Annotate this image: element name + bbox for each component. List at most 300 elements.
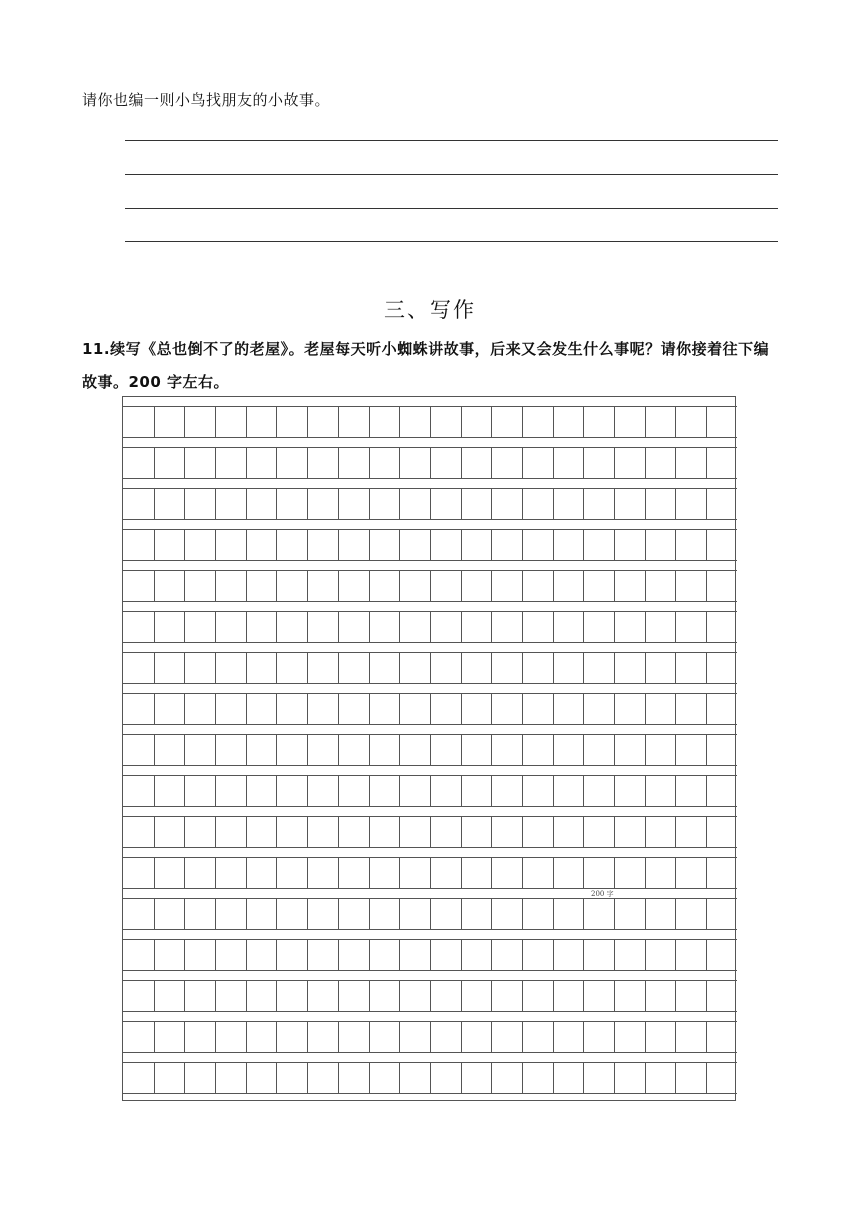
grid-cell[interactable] [706, 571, 737, 601]
grid-cell[interactable] [491, 940, 522, 970]
grid-cell[interactable] [215, 530, 246, 560]
grid-cell[interactable] [307, 1022, 338, 1052]
grid-cell[interactable] [154, 940, 185, 970]
grid-cell[interactable] [614, 571, 645, 601]
grid-cell[interactable] [399, 407, 430, 437]
grid-cell[interactable] [307, 530, 338, 560]
grid-cell[interactable] [553, 899, 584, 929]
grid-cell[interactable] [369, 653, 400, 683]
grid-cell[interactable] [369, 612, 400, 642]
grid-cell[interactable] [491, 1022, 522, 1052]
grid-cell[interactable] [246, 489, 277, 519]
grid-cell[interactable] [369, 489, 400, 519]
grid-cell[interactable] [184, 858, 215, 888]
grid-cell[interactable] [184, 694, 215, 724]
grid-cell[interactable] [675, 776, 706, 806]
grid-cell[interactable] [461, 981, 492, 1011]
grid-cell[interactable] [399, 612, 430, 642]
grid-cell[interactable] [369, 858, 400, 888]
grid-cell[interactable] [369, 981, 400, 1011]
grid-cell[interactable] [583, 858, 614, 888]
grid-cell[interactable] [338, 407, 369, 437]
grid-cell[interactable] [706, 981, 737, 1011]
grid-cell[interactable] [276, 899, 307, 929]
grid-cell[interactable] [614, 612, 645, 642]
grid-cell[interactable] [491, 612, 522, 642]
grid-cell[interactable] [246, 571, 277, 601]
grid-cell[interactable] [338, 776, 369, 806]
grid-cell[interactable] [276, 1022, 307, 1052]
grid-cell[interactable] [307, 940, 338, 970]
grid-cell[interactable] [675, 735, 706, 765]
grid-cell[interactable] [553, 407, 584, 437]
grid-cell[interactable] [522, 858, 553, 888]
grid-cell[interactable] [276, 817, 307, 847]
grid-cell[interactable] [675, 940, 706, 970]
grid-cell[interactable] [706, 940, 737, 970]
grid-cell[interactable] [553, 489, 584, 519]
grid-cell[interactable] [583, 489, 614, 519]
grid-cell[interactable] [215, 489, 246, 519]
grid-cell[interactable] [123, 776, 154, 806]
grid-cell[interactable] [276, 612, 307, 642]
grid-cell[interactable] [706, 612, 737, 642]
grid-cell[interactable] [553, 817, 584, 847]
grid-cell[interactable] [553, 1022, 584, 1052]
grid-cell[interactable] [706, 489, 737, 519]
grid-cell[interactable] [706, 776, 737, 806]
grid-cell[interactable] [184, 1063, 215, 1093]
grid-cell[interactable] [123, 899, 154, 929]
grid-cell[interactable] [154, 735, 185, 765]
grid-cell[interactable] [369, 817, 400, 847]
grid-cell[interactable] [123, 612, 154, 642]
grid-cell[interactable] [461, 653, 492, 683]
grid-cell[interactable] [154, 407, 185, 437]
grid-cell[interactable] [645, 530, 676, 560]
grid-cell[interactable] [123, 817, 154, 847]
grid-cell[interactable] [645, 776, 676, 806]
grid-cell[interactable] [215, 694, 246, 724]
grid-cell[interactable] [430, 1063, 461, 1093]
grid-cell[interactable] [399, 1063, 430, 1093]
grid-cell[interactable] [583, 776, 614, 806]
grid-cell[interactable] [706, 448, 737, 478]
grid-cell[interactable] [246, 1063, 277, 1093]
grid-cell[interactable] [614, 407, 645, 437]
grid-cell[interactable] [184, 653, 215, 683]
grid-cell[interactable] [491, 858, 522, 888]
grid-cell[interactable] [461, 940, 492, 970]
grid-cell[interactable] [645, 407, 676, 437]
grid-cell[interactable] [307, 776, 338, 806]
grid-cell[interactable] [154, 694, 185, 724]
grid-cell[interactable] [675, 817, 706, 847]
grid-cell[interactable] [184, 448, 215, 478]
grid-cell[interactable] [184, 530, 215, 560]
grid-cell[interactable] [399, 817, 430, 847]
grid-cell[interactable] [338, 899, 369, 929]
grid-cell[interactable] [645, 448, 676, 478]
grid-cell[interactable] [246, 776, 277, 806]
grid-cell[interactable] [399, 1022, 430, 1052]
grid-cell[interactable] [246, 817, 277, 847]
grid-cell[interactable] [338, 530, 369, 560]
grid-cell[interactable] [399, 694, 430, 724]
grid-cell[interactable] [522, 694, 553, 724]
grid-cell[interactable] [399, 448, 430, 478]
grid-cell[interactable] [461, 612, 492, 642]
grid-cell[interactable] [614, 858, 645, 888]
answer-line[interactable] [125, 208, 778, 209]
grid-cell[interactable] [369, 407, 400, 437]
grid-cell[interactable] [461, 735, 492, 765]
grid-cell[interactable] [553, 858, 584, 888]
grid-cell[interactable] [491, 1063, 522, 1093]
grid-cell[interactable] [154, 653, 185, 683]
grid-cell[interactable] [246, 448, 277, 478]
grid-cell[interactable] [276, 571, 307, 601]
grid-cell[interactable] [553, 448, 584, 478]
grid-cell[interactable] [553, 530, 584, 560]
grid-cell[interactable] [522, 530, 553, 560]
grid-cell[interactable] [184, 1022, 215, 1052]
grid-cell[interactable] [675, 858, 706, 888]
grid-cell[interactable] [430, 612, 461, 642]
grid-cell[interactable] [184, 489, 215, 519]
grid-cell[interactable] [154, 858, 185, 888]
grid-cell[interactable] [614, 1063, 645, 1093]
grid-cell[interactable] [215, 858, 246, 888]
grid-cell[interactable] [123, 858, 154, 888]
grid-cell[interactable] [645, 571, 676, 601]
grid-cell[interactable] [338, 817, 369, 847]
grid-cell[interactable] [614, 776, 645, 806]
grid-cell[interactable] [246, 735, 277, 765]
grid-cell[interactable] [583, 940, 614, 970]
grid-cell[interactable] [491, 653, 522, 683]
grid-cell[interactable] [184, 571, 215, 601]
grid-cell[interactable] [614, 981, 645, 1011]
grid-cell[interactable] [184, 817, 215, 847]
grid-cell[interactable] [215, 899, 246, 929]
answer-line[interactable] [125, 174, 778, 175]
grid-cell[interactable] [123, 1063, 154, 1093]
grid-cell[interactable] [215, 735, 246, 765]
grid-cell[interactable] [399, 899, 430, 929]
grid-cell[interactable] [369, 1022, 400, 1052]
grid-cell[interactable] [369, 735, 400, 765]
grid-cell[interactable] [123, 407, 154, 437]
grid-cell[interactable] [246, 1022, 277, 1052]
grid-cell[interactable] [338, 489, 369, 519]
grid-cell[interactable] [276, 694, 307, 724]
grid-cell[interactable] [154, 817, 185, 847]
grid-cell[interactable] [614, 1022, 645, 1052]
grid-cell[interactable] [461, 1063, 492, 1093]
grid-cell[interactable] [614, 817, 645, 847]
grid-cell[interactable] [522, 1022, 553, 1052]
grid-cell[interactable] [215, 776, 246, 806]
grid-cell[interactable] [614, 694, 645, 724]
grid-cell[interactable] [522, 612, 553, 642]
grid-cell[interactable] [553, 981, 584, 1011]
grid-cell[interactable] [522, 653, 553, 683]
grid-cell[interactable] [553, 571, 584, 601]
grid-cell[interactable] [491, 530, 522, 560]
grid-cell[interactable] [706, 653, 737, 683]
grid-cell[interactable] [276, 1063, 307, 1093]
grid-cell[interactable] [184, 612, 215, 642]
grid-cell[interactable] [614, 530, 645, 560]
grid-cell[interactable] [338, 448, 369, 478]
grid-cell[interactable] [184, 899, 215, 929]
grid-cell[interactable] [246, 899, 277, 929]
grid-cell[interactable] [307, 612, 338, 642]
grid-cell[interactable] [645, 899, 676, 929]
grid-cell[interactable] [553, 1063, 584, 1093]
grid-cell[interactable] [276, 940, 307, 970]
grid-cell[interactable] [675, 981, 706, 1011]
grid-cell[interactable] [675, 653, 706, 683]
grid-cell[interactable] [246, 694, 277, 724]
grid-cell[interactable] [706, 858, 737, 888]
grid-cell[interactable] [399, 776, 430, 806]
grid-cell[interactable] [276, 981, 307, 1011]
grid-cell[interactable] [123, 571, 154, 601]
grid-cell[interactable] [307, 694, 338, 724]
grid-cell[interactable] [522, 735, 553, 765]
grid-cell[interactable] [246, 407, 277, 437]
grid-cell[interactable] [307, 899, 338, 929]
grid-cell[interactable] [215, 612, 246, 642]
grid-cell[interactable] [583, 817, 614, 847]
grid-cell[interactable] [553, 776, 584, 806]
grid-cell[interactable] [583, 448, 614, 478]
grid-cell[interactable] [675, 571, 706, 601]
grid-cell[interactable] [430, 489, 461, 519]
grid-cell[interactable] [430, 817, 461, 847]
grid-cell[interactable] [706, 1063, 737, 1093]
grid-cell[interactable] [123, 1022, 154, 1052]
grid-cell[interactable] [675, 694, 706, 724]
grid-cell[interactable] [553, 940, 584, 970]
grid-cell[interactable] [215, 940, 246, 970]
grid-cell[interactable] [645, 735, 676, 765]
grid-cell[interactable] [430, 653, 461, 683]
grid-cell[interactable] [522, 448, 553, 478]
grid-cell[interactable] [645, 1022, 676, 1052]
grid-cell[interactable] [154, 530, 185, 560]
grid-cell[interactable] [430, 899, 461, 929]
grid-cell[interactable] [246, 940, 277, 970]
grid-cell[interactable] [461, 571, 492, 601]
grid-cell[interactable] [522, 899, 553, 929]
grid-cell[interactable] [123, 694, 154, 724]
grid-cell[interactable] [123, 981, 154, 1011]
grid-cell[interactable] [246, 612, 277, 642]
grid-cell[interactable] [399, 653, 430, 683]
grid-cell[interactable] [430, 530, 461, 560]
grid-cell[interactable] [184, 735, 215, 765]
grid-cell[interactable] [675, 899, 706, 929]
grid-cell[interactable] [430, 776, 461, 806]
grid-cell[interactable] [461, 530, 492, 560]
grid-cell[interactable] [583, 612, 614, 642]
grid-cell[interactable] [645, 817, 676, 847]
grid-cell[interactable] [583, 653, 614, 683]
grid-cell[interactable] [399, 489, 430, 519]
grid-cell[interactable] [307, 858, 338, 888]
grid-cell[interactable] [491, 407, 522, 437]
grid-cell[interactable] [675, 612, 706, 642]
grid-cell[interactable] [307, 817, 338, 847]
grid-cell[interactable] [338, 694, 369, 724]
grid-cell[interactable] [430, 1022, 461, 1052]
grid-cell[interactable] [706, 1022, 737, 1052]
grid-cell[interactable] [154, 448, 185, 478]
grid-cell[interactable] [399, 530, 430, 560]
grid-cell[interactable] [553, 612, 584, 642]
grid-cell[interactable] [583, 1022, 614, 1052]
grid-cell[interactable] [614, 653, 645, 683]
grid-cell[interactable] [307, 489, 338, 519]
grid-cell[interactable] [706, 407, 737, 437]
grid-cell[interactable] [399, 981, 430, 1011]
grid-cell[interactable] [645, 1063, 676, 1093]
grid-cell[interactable] [461, 489, 492, 519]
grid-cell[interactable] [369, 571, 400, 601]
grid-cell[interactable] [645, 981, 676, 1011]
grid-cell[interactable] [338, 1063, 369, 1093]
grid-cell[interactable] [276, 735, 307, 765]
grid-cell[interactable] [154, 571, 185, 601]
grid-cell[interactable] [338, 653, 369, 683]
grid-cell[interactable] [461, 407, 492, 437]
grid-cell[interactable] [215, 407, 246, 437]
grid-cell[interactable] [307, 735, 338, 765]
grid-cell[interactable] [461, 694, 492, 724]
grid-cell[interactable] [583, 981, 614, 1011]
grid-cell[interactable] [184, 407, 215, 437]
grid-cell[interactable] [154, 612, 185, 642]
grid-cell[interactable] [246, 530, 277, 560]
grid-cell[interactable] [184, 776, 215, 806]
grid-cell[interactable] [491, 817, 522, 847]
grid-cell[interactable] [369, 448, 400, 478]
grid-cell[interactable] [491, 735, 522, 765]
grid-cell[interactable] [614, 448, 645, 478]
grid-cell[interactable] [276, 489, 307, 519]
grid-cell[interactable] [614, 899, 645, 929]
grid-cell[interactable] [461, 448, 492, 478]
grid-cell[interactable] [522, 571, 553, 601]
grid-cell[interactable] [123, 448, 154, 478]
answer-line[interactable] [125, 140, 778, 141]
grid-cell[interactable] [369, 530, 400, 560]
grid-cell[interactable] [553, 653, 584, 683]
grid-cell[interactable] [645, 858, 676, 888]
grid-cell[interactable] [522, 776, 553, 806]
grid-cell[interactable] [215, 571, 246, 601]
grid-cell[interactable] [583, 735, 614, 765]
grid-cell[interactable] [522, 1063, 553, 1093]
grid-cell[interactable] [461, 817, 492, 847]
grid-cell[interactable] [706, 694, 737, 724]
grid-cell[interactable] [276, 530, 307, 560]
answer-line[interactable] [125, 241, 778, 242]
grid-cell[interactable] [614, 735, 645, 765]
grid-cell[interactable] [491, 448, 522, 478]
grid-cell[interactable] [399, 940, 430, 970]
grid-cell[interactable] [338, 571, 369, 601]
grid-cell[interactable] [645, 653, 676, 683]
grid-cell[interactable] [583, 571, 614, 601]
grid-cell[interactable] [154, 1022, 185, 1052]
grid-cell[interactable] [583, 694, 614, 724]
grid-cell[interactable] [307, 981, 338, 1011]
grid-cell[interactable] [154, 899, 185, 929]
grid-cell[interactable] [338, 1022, 369, 1052]
grid-cell[interactable] [430, 940, 461, 970]
grid-cell[interactable] [215, 653, 246, 683]
grid-cell[interactable] [645, 940, 676, 970]
grid-cell[interactable] [553, 694, 584, 724]
grid-cell[interactable] [399, 571, 430, 601]
grid-cell[interactable] [123, 940, 154, 970]
grid-cell[interactable] [369, 940, 400, 970]
grid-cell[interactable] [369, 899, 400, 929]
grid-cell[interactable] [276, 407, 307, 437]
grid-cell[interactable] [369, 694, 400, 724]
grid-cell[interactable] [522, 940, 553, 970]
grid-cell[interactable] [491, 694, 522, 724]
grid-cell[interactable] [307, 653, 338, 683]
grid-cell[interactable] [430, 694, 461, 724]
grid-cell[interactable] [338, 858, 369, 888]
writing-grid[interactable] [122, 396, 736, 1101]
grid-cell[interactable] [583, 899, 614, 929]
grid-cell[interactable] [430, 448, 461, 478]
grid-cell[interactable] [338, 735, 369, 765]
grid-cell[interactable] [369, 1063, 400, 1093]
grid-cell[interactable] [491, 899, 522, 929]
grid-cell[interactable] [338, 940, 369, 970]
grid-cell[interactable] [583, 530, 614, 560]
grid-cell[interactable] [706, 735, 737, 765]
grid-cell[interactable] [461, 776, 492, 806]
grid-cell[interactable] [276, 448, 307, 478]
grid-cell[interactable] [675, 1022, 706, 1052]
grid-cell[interactable] [675, 1063, 706, 1093]
grid-cell[interactable] [522, 407, 553, 437]
grid-cell[interactable] [123, 530, 154, 560]
grid-cell[interactable] [706, 817, 737, 847]
grid-cell[interactable] [461, 899, 492, 929]
grid-cell[interactable] [522, 817, 553, 847]
grid-cell[interactable] [276, 858, 307, 888]
grid-cell[interactable] [430, 407, 461, 437]
grid-cell[interactable] [215, 1022, 246, 1052]
grid-cell[interactable] [123, 489, 154, 519]
grid-cell[interactable] [522, 489, 553, 519]
grid-cell[interactable] [399, 858, 430, 888]
grid-cell[interactable] [246, 981, 277, 1011]
grid-cell[interactable] [583, 407, 614, 437]
grid-cell[interactable] [276, 653, 307, 683]
grid-cell[interactable] [123, 653, 154, 683]
grid-cell[interactable] [276, 776, 307, 806]
